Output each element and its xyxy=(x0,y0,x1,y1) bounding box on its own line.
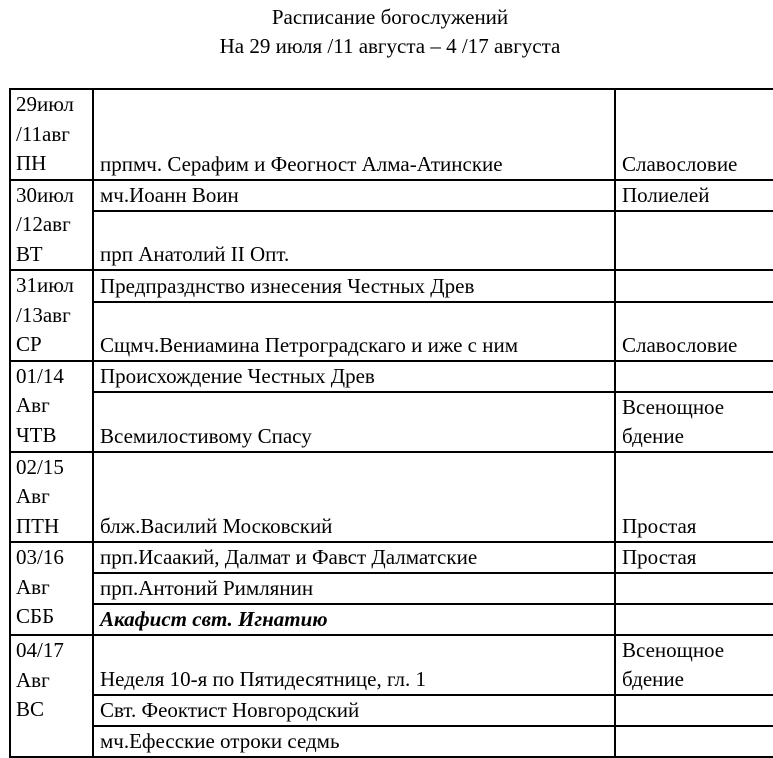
date-cell xyxy=(10,542,93,635)
commemoration-cell xyxy=(93,542,615,573)
service-type: Простая xyxy=(622,545,697,569)
date-cell xyxy=(10,361,93,452)
schedule-row xyxy=(10,302,773,361)
date-line: 31июл xyxy=(16,273,74,297)
commemoration-cell xyxy=(93,392,615,452)
commemoration-name: блж.Василий Московский xyxy=(100,514,333,538)
date-cell xyxy=(10,452,93,543)
commemoration-name: прп Анатолий II Опт. xyxy=(100,242,290,266)
commemoration-cell xyxy=(93,635,615,695)
commemoration-name: мч.Иоанн Воин xyxy=(100,183,239,208)
commemoration-cell xyxy=(93,604,615,635)
date-line: 04/17 xyxy=(16,638,64,662)
date-line: ЧТВ xyxy=(16,422,57,447)
schedule-row xyxy=(10,452,773,543)
service-cell xyxy=(615,452,773,543)
commemoration-name: Происхождение Честных Древ xyxy=(100,363,375,388)
service-cell xyxy=(615,270,773,302)
schedule-row xyxy=(10,604,773,635)
page-subtitle: На 29 июля /11 августа – 4 /17 августа xyxy=(219,34,561,58)
date-line: ПН xyxy=(16,151,47,175)
schedule-row xyxy=(10,726,773,757)
date-line: СББ xyxy=(16,604,55,628)
date-line: 02/15 xyxy=(16,454,64,479)
schedule-row xyxy=(10,270,773,302)
commemoration-name: Сщмч.Вениамина Петроградскаго и иже с ним xyxy=(100,332,519,357)
commemoration-name: Акафист свт. Игнатию xyxy=(100,607,328,631)
schedule-row xyxy=(10,695,773,726)
schedule-row xyxy=(10,542,773,573)
commemoration-name: мч.Ефесские отроки седмь xyxy=(100,729,340,753)
schedule-row xyxy=(10,180,773,212)
date-cell xyxy=(10,180,93,271)
date-line: /11авг xyxy=(16,121,70,146)
date-line: СР xyxy=(16,332,42,356)
service-cell xyxy=(615,180,773,212)
service-cell xyxy=(615,542,773,573)
date-cell xyxy=(10,270,93,361)
date-line: 29июл xyxy=(16,92,74,116)
date-line: ВС xyxy=(16,697,45,721)
service-cell xyxy=(615,573,773,604)
service-cell xyxy=(615,695,773,726)
commemoration-cell xyxy=(93,89,615,180)
service-cell xyxy=(615,89,773,180)
service-cell xyxy=(615,604,773,635)
date-line: Авг xyxy=(16,484,50,508)
date-line: 03/16 xyxy=(16,545,64,569)
service-cell xyxy=(615,726,773,757)
commemoration-cell xyxy=(93,270,615,302)
service-cell xyxy=(615,392,773,452)
service-type: Простая xyxy=(622,514,697,538)
schedule-row xyxy=(10,573,773,604)
schedule-row xyxy=(10,211,773,270)
service-type: Полиелей xyxy=(622,183,710,208)
service-cell xyxy=(615,361,773,392)
commemoration-cell xyxy=(93,726,615,757)
service-cell xyxy=(615,211,773,270)
service-type: Славословие xyxy=(622,151,738,176)
commemoration-cell xyxy=(93,361,615,392)
page-title: Расписание богослужений xyxy=(271,5,509,29)
schedule-row xyxy=(10,635,773,695)
commemoration-cell xyxy=(93,452,615,543)
commemoration-cell xyxy=(93,180,615,212)
service-type: Всенощное бдение xyxy=(622,394,725,448)
commemoration-cell xyxy=(93,302,615,361)
schedule-row xyxy=(10,361,773,392)
service-cell xyxy=(615,302,773,361)
date-line: Авг xyxy=(16,667,50,692)
commemoration-name: прп.Антоний Римлянин xyxy=(100,576,314,600)
date-line: Авг xyxy=(16,393,50,417)
date-line: ПТН xyxy=(16,513,60,538)
service-type: Славословие xyxy=(622,332,738,357)
date-line: /12авг xyxy=(16,212,71,236)
commemoration-cell xyxy=(93,211,615,270)
date-line: 01/14 xyxy=(16,363,64,388)
date-line: /13авг xyxy=(16,302,71,327)
commemoration-name: Неделя 10-я по Пятидесятнице, гл. 1 xyxy=(100,667,426,691)
commemoration-name: Предпразднство изнесения Честных Древ xyxy=(100,273,475,298)
commemoration-name: прпмч. Серафим и Феогност Алма-Атинские xyxy=(100,151,503,176)
schedule-row xyxy=(10,392,773,452)
service-cell xyxy=(615,635,773,695)
date-line: ВТ xyxy=(16,241,43,266)
commemoration-name: Всемилостивому Спасу xyxy=(100,423,312,448)
schedule-table xyxy=(9,88,773,758)
commemoration-name: Свт. Феоктист Новгородский xyxy=(100,698,360,722)
commemoration-name: прп.Исаакий, Далмат и Фавст Далматские xyxy=(100,545,478,569)
schedule-row xyxy=(10,89,773,180)
date-cell xyxy=(10,89,93,180)
service-type: Всенощное бдение xyxy=(622,638,725,691)
commemoration-cell xyxy=(93,695,615,726)
commemoration-cell xyxy=(93,573,615,604)
date-line: Авг xyxy=(16,574,50,599)
date-line: 30июл xyxy=(16,182,74,207)
date-cell xyxy=(10,635,93,757)
